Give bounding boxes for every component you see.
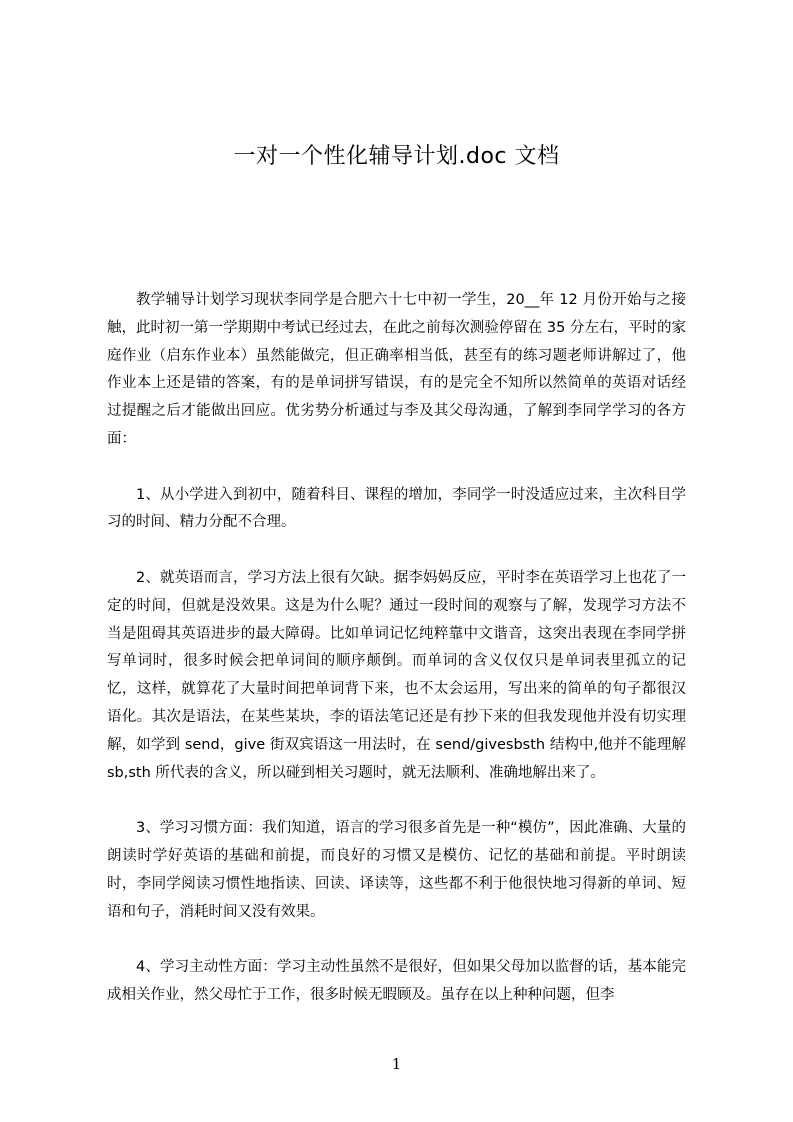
paragraph-point-2: 2、就英语而言，学习方法上很有欠缺。据李妈妈反应，平时李在英语学习上也花了一定的时间，但就是没效果。这是为什么呢？通过一段时间的观察与了解，发现学习方法不当是阻碍其英语进步的最大障碍。比如单词记忆纯粹靠中文谐音，这突出表现在李同学拼写单词时，很多时候会把单词间的顺序颠倒。而单词的含义仅仅只是单词表里孤立的记忆，这样，就算花了大量时间把单词背下来，也不太会运用，写出来的简单的句子都很汉语化。其次是语法，在某些某块，李的语法笔记还是有抄下来的但我发现他并没有切实理解，如学到 send，give 街双宾语这一用法时，在 send/givesbsth 结构中,他并不能理解 sb,sth 所代表的含义，所以碰到相关习题时，就无法顺利、准确地解出来了。: [107, 569, 686, 781]
document-body: [107, 287, 686, 1010]
paragraph-intro: 教学辅导计划学习现状李同学是合肥六十七中初一学生，20__年 12 月份开始与之接触，此时初一第一学期期中考试已经过去，在此之前每次测验停留在 35 分左右，平时的家庭作业（启东作业本）虽然能做完，但正确率相当低，甚至有的练习题老师讲解过了，他作业本上还是错的答案，有的是单词拼写错误，有的是完全不知所以然简单的英语对话经过提醒之后才能做出回应。优劣势分析通过与李及其父母沟通，了解到李同学学习的各方面：: [107, 292, 686, 447]
paragraph-point-1: 1、从小学进入到初中，随着科目、课程的增加，李同学一时没适应过来，主次科目学习的时间、精力分配不合理。: [107, 486, 686, 531]
page-number: 1: [391, 1055, 402, 1073]
paragraph-point-4: 4、学习主动性方面：学习主动性虽然不是很好，但如果父母加以监督的话，基本能完成相关作业，然父母忙于工作，很多时候无暇顾及。虽存在以上种种问题，但李: [107, 959, 686, 1003]
paragraph-point-3: 3、学习习惯方面：我们知道，语言的学习很多首先是一种“模仿”，因此准确、大量的朗读时学好英语的基础和前提，而良好的习惯又是模仿、记忆的基础和前提。平时朗读时，李同学阅读习惯性地指读、回读、译读等，这些都不利于他很快地习得新的单词、短语和句子，消耗时间又没有效果。: [107, 820, 686, 920]
document-title: 一对一个性化辅导计划.doc 文档: [233, 144, 560, 169]
